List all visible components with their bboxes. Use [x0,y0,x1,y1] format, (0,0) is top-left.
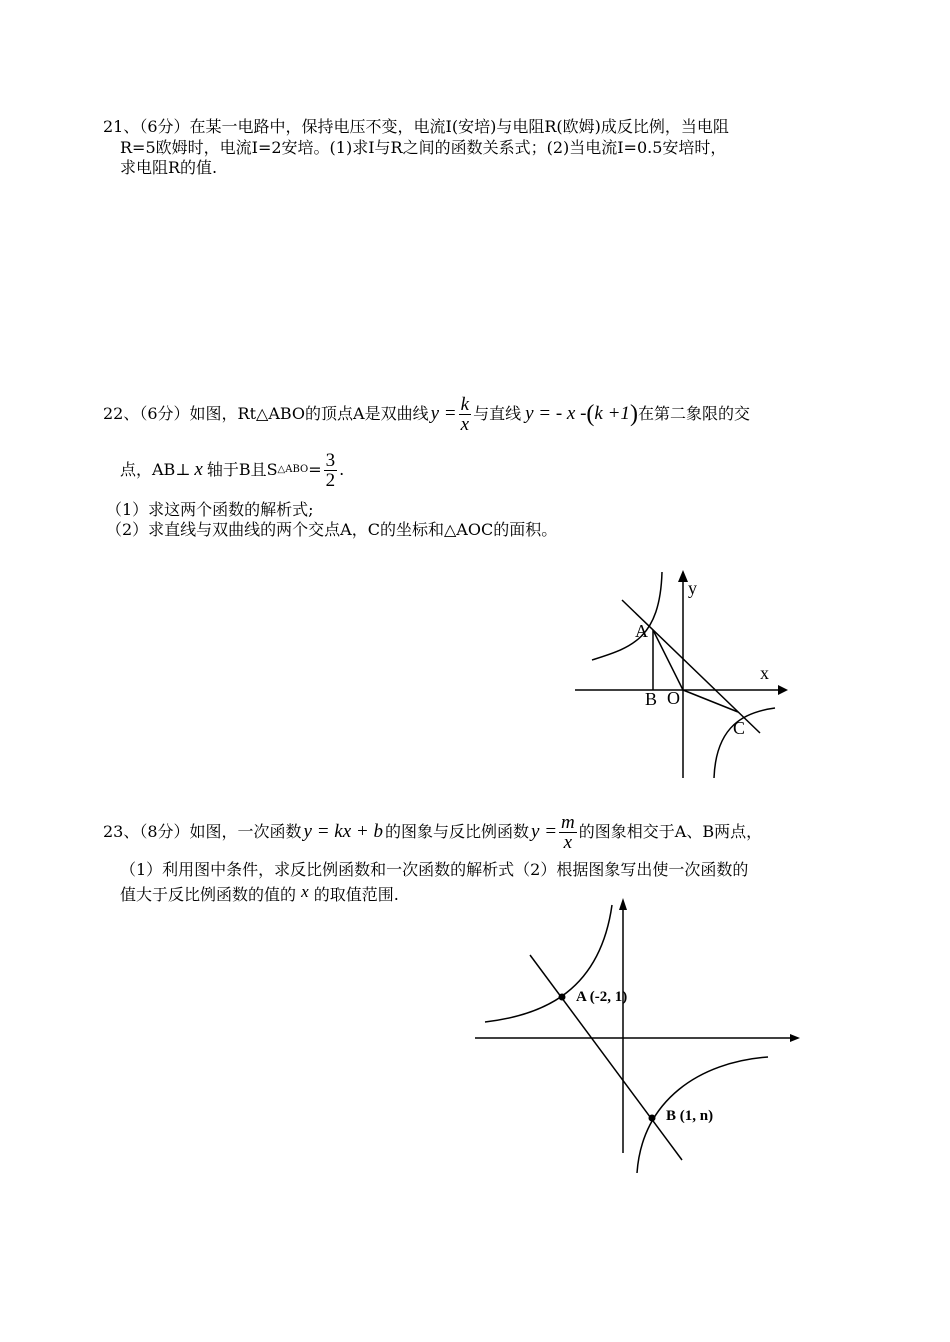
q22-segment-oc [683,690,738,712]
q22-hyperbola-y: y = [430,402,457,424]
q22-line2-eq: = [308,460,322,480]
q23-suffix: 的图象相交于A、B两点， [578,822,763,842]
q22-line2-b: 轴于B且S [206,460,278,480]
q22-label-y: y [688,578,697,598]
q22-part1: （1）求这两个函数的解析式; [106,500,314,519]
q23-line3 [120,882,399,904]
q22-fraction-denominator: x [460,413,470,435]
q22-label-a: A [635,621,648,641]
q23-inverse-y: y = [531,820,558,842]
q22-fraction-numerator: k [460,393,470,415]
q23-inverse-fraction [559,813,577,852]
q23-line3-x: x [301,882,309,901]
q22-line2-sub: △ABO [277,464,309,475]
q22-y-arrow [678,570,688,582]
q22-line-expr-b: k +1 [594,402,630,424]
q22-line2-end: . [339,460,345,480]
q22-label-o: O [667,688,680,708]
q23-label-b: B (1, n) [666,1108,714,1124]
q22-line-expr-a: y = - x - [525,402,587,424]
q23-y-arrow [619,898,627,910]
q22-line-ac [622,600,760,733]
q21-line3: 求电阻R的值. [120,158,218,177]
q23-fraction-numerator: m [561,811,575,833]
q23-mid: 的图象与反比例函数 [385,822,530,842]
q22-prefix: 22、（6分）如图，Rt△ABO的顶点A是双曲线 [103,404,429,424]
q23-line2: （1）利用图中条件，求反比例函数和一次函数的解析式（2）根据图象写出使一次函数的 [120,860,749,879]
q22-area-numerator: 3 [325,449,336,471]
q21-line2: R=5欧姆时，电流I=2安培。(1)求I与R之间的函数关系式；(2)当电流I=0.5安培时， [120,138,727,157]
q23-line3-a: 值大于反比例函数的值的 [120,885,297,904]
q23-label-a: A (-2, 1) [576,989,628,1005]
q23-point-a [559,994,566,1001]
q23-fraction-denominator: x [559,832,577,852]
q22-part2: （2）求直线与双曲线的两个交点A，C的坐标和△AOC的面积。 [106,520,558,539]
q22-paren-close: ) [629,400,638,427]
q22-label-x: x [760,663,769,683]
q23-line3-b: 的取值范围. [313,885,399,904]
q23-line1 [103,804,762,860]
q22-x-arrow [778,685,788,695]
q21-line1: 21、（6分）在某一电路中，保持电压不变，电流I(安培)与电阻R(欧姆)成反比例，当电阻 [103,117,729,136]
q23-x-arrow [790,1034,800,1042]
q22-line2-a: 点，AB⊥ [120,460,191,480]
q23-point-b [649,1115,656,1122]
q22-line2-x: x [194,458,203,480]
q22-paren-open: ( [586,400,595,427]
q22-area-denominator: 2 [325,469,336,491]
q22-segment-ao [653,630,683,690]
q22-mid: 与直线 [473,404,522,424]
q22-hyperbola-branch-left [592,572,662,660]
q22-suffix: 在第二象限的交 [637,404,750,424]
q23-linear-expr: y = kx + b [303,820,383,842]
q22-label-b: B [645,689,658,709]
q23-line-ab [530,955,682,1160]
q23-prefix: 23、（8分）如图，一次函数 [103,822,302,842]
q22-label-c: C [733,718,746,738]
